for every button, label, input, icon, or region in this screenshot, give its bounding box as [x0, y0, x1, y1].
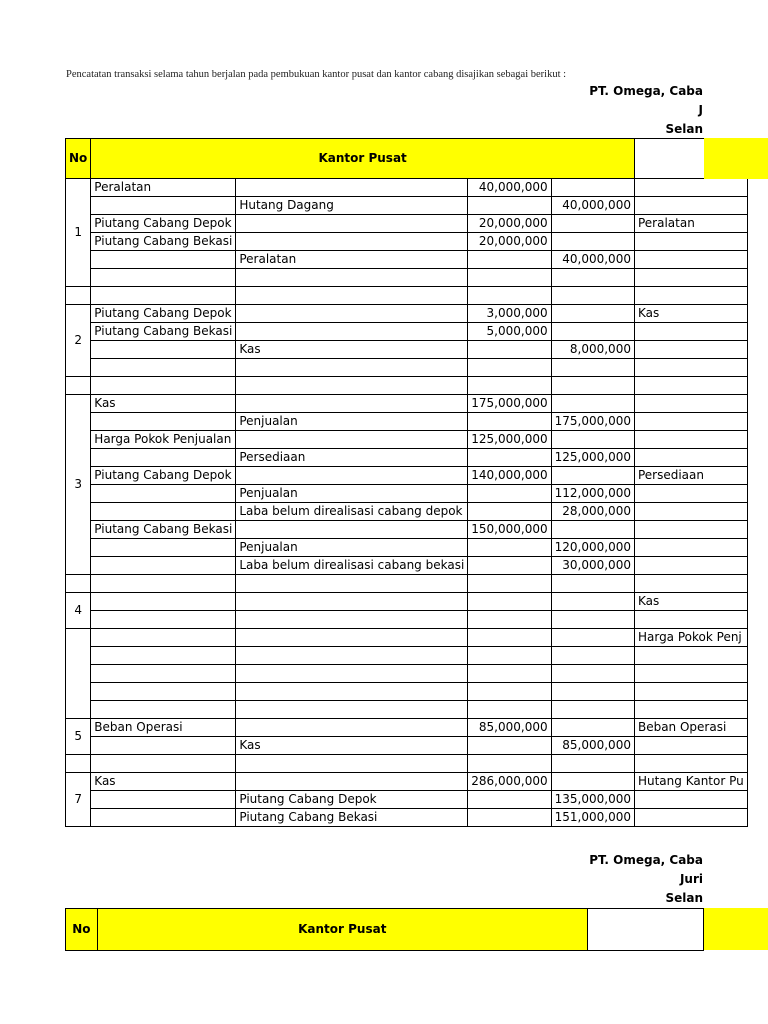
debit-amount-cell [468, 665, 551, 683]
debit-account-cell-text: Kas [94, 396, 116, 410]
credit-account-cell [236, 809, 468, 827]
journal-row [66, 449, 748, 467]
debit-account-cell [91, 431, 236, 449]
credit-account-cell [236, 467, 468, 485]
credit-amount-cell-text: 112,000,000 [554, 486, 631, 500]
debit-account-cell [91, 467, 236, 485]
debit-account-cell [91, 251, 236, 269]
credit-amount-cell [551, 809, 634, 827]
debit-amount-cell [468, 755, 551, 773]
entry-number: 7 [66, 773, 91, 827]
journal-table [65, 138, 748, 827]
credit-amount-cell [551, 395, 634, 413]
credit-account-cell [236, 539, 468, 557]
debit-amount-cell-text: 20,000,000 [478, 234, 548, 248]
debit-account-cell-text: Beban Operasi [94, 720, 183, 734]
credit-account-cell [236, 413, 468, 431]
credit-account-cell [236, 485, 468, 503]
credit-amount-cell [551, 701, 634, 719]
credit-account-cell [236, 629, 468, 647]
debit-amount-cell [468, 359, 551, 377]
debit-account-cell [91, 629, 236, 647]
debit-account-cell [91, 791, 236, 809]
credit-amount-cell-text: 8,000,000 [569, 342, 631, 356]
credit-amount-cell [551, 341, 634, 359]
debit-account-cell [91, 503, 236, 521]
header-no: No [66, 139, 91, 179]
debit-account-cell [91, 179, 236, 197]
entry-number [66, 287, 91, 305]
branch-account-cell [634, 629, 747, 647]
branch-account-cell [634, 305, 747, 323]
debit-amount-cell [468, 647, 551, 665]
branch-account-cell [634, 449, 747, 467]
entry-number: 5 [66, 719, 91, 755]
journal-row [66, 503, 748, 521]
branch-account-cell-text: Beban Operasi [637, 720, 727, 734]
credit-amount-cell-text: 151,000,000 [554, 810, 631, 824]
entry-number: 4 [66, 593, 91, 629]
debit-account-cell-text: Piutang Cabang Depok [94, 306, 232, 320]
entry-number [66, 755, 91, 773]
credit-amount-cell [551, 611, 634, 629]
branch-account-cell [634, 773, 747, 791]
journal-row [66, 179, 748, 197]
period-title: Selan [665, 122, 703, 136]
entry-number [66, 629, 91, 719]
branch-account-cell [634, 755, 747, 773]
credit-amount-cell [551, 719, 634, 737]
debit-amount-cell [468, 737, 551, 755]
credit-amount-cell-text: 28,000,000 [562, 504, 631, 518]
branch-account-cell [634, 287, 747, 305]
entry-number [66, 377, 91, 395]
credit-amount-cell-text: 125,000,000 [554, 450, 631, 464]
credit-account-cell [236, 683, 468, 701]
branch-account-cell [634, 521, 747, 539]
entry-number: 3 [66, 395, 91, 575]
debit-amount-cell [468, 701, 551, 719]
branch-account-cell [634, 719, 747, 737]
credit-amount-cell [551, 233, 634, 251]
journal-row [66, 809, 748, 827]
credit-amount-cell [551, 251, 634, 269]
credit-amount-cell [551, 287, 634, 305]
debit-account-cell-text: Piutang Cabang Bekasi [94, 234, 233, 248]
credit-account-cell-text: Penjualan [239, 540, 298, 554]
journal-row [66, 629, 748, 647]
branch-account-cell [634, 665, 747, 683]
company-title: PT. Omega, Caba [589, 84, 703, 98]
debit-amount-cell [468, 539, 551, 557]
debit-amount-cell-text: 20,000,000 [478, 216, 548, 230]
journal-row [66, 395, 748, 413]
journal-row [66, 305, 748, 323]
credit-amount-cell-text: 40,000,000 [562, 252, 631, 266]
debit-amount-cell [468, 485, 551, 503]
journal-row [66, 611, 748, 629]
credit-account-cell-text: Laba belum direalisasi cabang bekasi [239, 558, 465, 572]
credit-amount-cell [551, 215, 634, 233]
credit-account-cell-text: Hutang Dagang [239, 198, 334, 212]
branch-account-cell [634, 575, 747, 593]
journal-table-2 [65, 908, 704, 951]
debit-account-cell [91, 377, 236, 395]
journal-title: J [698, 103, 703, 117]
branch-header-highlight [704, 138, 768, 179]
credit-amount-cell [551, 647, 634, 665]
branch-account-cell [634, 197, 747, 215]
debit-account-cell-text: Kas [94, 774, 116, 788]
debit-amount-cell [468, 323, 551, 341]
debit-amount-cell [468, 791, 551, 809]
debit-amount-cell [468, 197, 551, 215]
credit-amount-cell [551, 431, 634, 449]
credit-account-cell [236, 521, 468, 539]
entry-number: 1 [66, 179, 91, 287]
debit-amount-cell [468, 287, 551, 305]
branch-account-cell [634, 431, 747, 449]
branch-account-cell [634, 251, 747, 269]
credit-account-cell-text: Kas [239, 738, 261, 752]
credit-account-cell [236, 197, 468, 215]
debit-amount-cell [468, 377, 551, 395]
debit-amount-cell-text: 40,000,000 [478, 180, 548, 194]
debit-amount-cell [468, 467, 551, 485]
branch-account-cell [634, 791, 747, 809]
credit-amount-cell [551, 791, 634, 809]
credit-account-cell [236, 395, 468, 413]
journal-row [66, 665, 748, 683]
branch-account-cell [634, 557, 747, 575]
journal-row [66, 773, 748, 791]
journal-row [66, 791, 748, 809]
credit-account-cell [236, 737, 468, 755]
debit-account-cell [91, 665, 236, 683]
credit-amount-cell [551, 737, 634, 755]
credit-amount-cell [551, 197, 634, 215]
credit-amount-cell-text: 175,000,000 [554, 414, 631, 428]
credit-account-cell [236, 179, 468, 197]
credit-account-cell [236, 665, 468, 683]
credit-amount-cell [551, 593, 634, 611]
journal-row [66, 575, 748, 593]
journal-row [66, 683, 748, 701]
journal-row [66, 485, 748, 503]
debit-account-cell [91, 449, 236, 467]
credit-account-cell [236, 431, 468, 449]
branch-account-cell [634, 413, 747, 431]
branch-account-cell [634, 233, 747, 251]
branch-account-cell [634, 467, 747, 485]
branch-account-cell [634, 737, 747, 755]
debit-amount-cell-text: 150,000,000 [471, 522, 548, 536]
journal-row [66, 323, 748, 341]
journal-row [66, 269, 748, 287]
branch-account-cell [634, 503, 747, 521]
debit-account-cell [91, 701, 236, 719]
credit-account-cell [236, 215, 468, 233]
debit-amount-cell [468, 395, 551, 413]
journal-row [66, 539, 748, 557]
credit-amount-cell [551, 557, 634, 575]
header-no-2: No [66, 909, 98, 951]
debit-account-cell [91, 323, 236, 341]
journal-row [66, 197, 748, 215]
branch-account-cell [634, 215, 747, 233]
credit-account-cell [236, 755, 468, 773]
debit-amount-cell [468, 179, 551, 197]
journal-row [66, 755, 748, 773]
branch-account-cell-text: Kas [637, 306, 660, 320]
journal-row [66, 467, 748, 485]
credit-amount-cell-text: 40,000,000 [562, 198, 631, 212]
debit-amount-cell [468, 593, 551, 611]
journal-row [66, 251, 748, 269]
branch-account-cell [634, 323, 747, 341]
debit-amount-cell [468, 521, 551, 539]
credit-amount-cell [551, 449, 634, 467]
journal-row [66, 413, 748, 431]
debit-amount-cell [468, 341, 551, 359]
credit-account-cell [236, 611, 468, 629]
branch-account-cell-text: Hutang Kantor Pu [637, 774, 744, 788]
credit-amount-cell-text: 85,000,000 [562, 738, 631, 752]
branch-account-cell-text: Persediaan [637, 468, 704, 482]
credit-account-cell [236, 575, 468, 593]
credit-amount-cell [551, 359, 634, 377]
credit-amount-cell [551, 755, 634, 773]
debit-amount-cell-text: 5,000,000 [486, 324, 548, 338]
debit-amount-cell [468, 629, 551, 647]
credit-account-cell [236, 323, 468, 341]
debit-account-cell [91, 737, 236, 755]
credit-account-cell [236, 233, 468, 251]
debit-amount-cell [468, 215, 551, 233]
branch-header-highlight-2 [704, 908, 768, 950]
credit-account-cell [236, 269, 468, 287]
credit-amount-cell [551, 683, 634, 701]
debit-account-cell [91, 197, 236, 215]
debit-amount-cell [468, 251, 551, 269]
credit-account-cell-text: Persediaan [239, 450, 306, 464]
debit-amount-cell [468, 233, 551, 251]
debit-account-cell [91, 341, 236, 359]
debit-account-cell [91, 647, 236, 665]
journal-row [66, 377, 748, 395]
branch-account-cell [634, 485, 747, 503]
entry-number: 2 [66, 305, 91, 377]
debit-account-cell [91, 575, 236, 593]
credit-account-cell-text: Piutang Cabang Depok [239, 792, 377, 806]
credit-amount-cell [551, 467, 634, 485]
debit-account-cell [91, 395, 236, 413]
debit-amount-cell [468, 503, 551, 521]
debit-amount-cell [468, 557, 551, 575]
debit-account-cell [91, 521, 236, 539]
credit-amount-cell [551, 305, 634, 323]
debit-account-cell [91, 539, 236, 557]
debit-account-cell-text: Peralatan [94, 180, 152, 194]
company-title-2: PT. Omega, Caba [589, 853, 703, 867]
branch-account-cell [634, 179, 747, 197]
journal-row [66, 647, 748, 665]
branch-account-cell-text: Harga Pokok Penj [637, 630, 742, 644]
debit-account-cell-text: Harga Pokok Penjualan [94, 432, 232, 446]
debit-account-cell [91, 809, 236, 827]
journal-row [66, 719, 748, 737]
credit-amount-cell [551, 575, 634, 593]
credit-amount-cell [551, 485, 634, 503]
credit-account-cell [236, 557, 468, 575]
branch-account-cell [634, 647, 747, 665]
credit-account-cell-text: Peralatan [239, 252, 297, 266]
credit-account-cell-text: Laba belum direalisasi cabang depok [239, 504, 463, 518]
credit-account-cell [236, 647, 468, 665]
debit-account-cell-text: Piutang Cabang Depok [94, 216, 232, 230]
debit-account-cell [91, 269, 236, 287]
debit-account-cell [91, 557, 236, 575]
credit-amount-cell [551, 773, 634, 791]
credit-account-cell [236, 377, 468, 395]
journal-row [66, 737, 748, 755]
debit-amount-cell-text: 125,000,000 [471, 432, 548, 446]
journal-row [66, 701, 748, 719]
debit-amount-cell-text: 3,000,000 [486, 306, 548, 320]
branch-account-cell-text: Peralatan [637, 216, 695, 230]
branch-account-cell [634, 377, 747, 395]
branch-account-cell [634, 539, 747, 557]
credit-amount-cell [551, 521, 634, 539]
debit-account-cell [91, 305, 236, 323]
debit-account-cell [91, 719, 236, 737]
credit-amount-cell-text: 30,000,000 [562, 558, 631, 572]
debit-amount-cell [468, 611, 551, 629]
credit-account-cell-text: Kas [239, 342, 261, 356]
journal-row [66, 341, 748, 359]
credit-amount-cell [551, 377, 634, 395]
branch-account-cell [634, 809, 747, 827]
debit-account-cell [91, 485, 236, 503]
credit-account-cell [236, 791, 468, 809]
credit-account-cell [236, 341, 468, 359]
credit-account-cell [236, 449, 468, 467]
intro-text: Pencatatan transaksi selama tahun berjalan pada pembukuan kantor pusat dan kantor cabang disajikan sebagai berikut : [66, 69, 567, 80]
header-branch-cell-2 [587, 909, 703, 951]
debit-account-cell [91, 413, 236, 431]
credit-amount-cell [551, 665, 634, 683]
debit-amount-cell [468, 305, 551, 323]
credit-account-cell [236, 719, 468, 737]
debit-account-cell-text: Piutang Cabang Depok [94, 468, 232, 482]
debit-account-cell [91, 359, 236, 377]
journal-title-2: Juri [679, 872, 703, 886]
debit-account-cell [91, 593, 236, 611]
journal-row [66, 359, 748, 377]
credit-amount-cell [551, 323, 634, 341]
credit-account-cell [236, 773, 468, 791]
journal-row [66, 431, 748, 449]
credit-account-cell-text: Piutang Cabang Bekasi [239, 810, 378, 824]
branch-account-cell [634, 593, 747, 611]
period-title-2: Selan [665, 891, 703, 905]
debit-amount-cell [468, 269, 551, 287]
debit-amount-cell [468, 809, 551, 827]
credit-amount-cell [551, 629, 634, 647]
branch-account-cell [634, 269, 747, 287]
debit-account-cell [91, 683, 236, 701]
credit-account-cell [236, 503, 468, 521]
debit-amount-cell [468, 719, 551, 737]
table-header-row-2 [66, 909, 704, 951]
credit-account-cell [236, 701, 468, 719]
credit-amount-cell [551, 503, 634, 521]
credit-amount-cell-text: 135,000,000 [554, 792, 631, 806]
debit-amount-cell-text: 175,000,000 [471, 396, 548, 410]
debit-amount-cell-text: 286,000,000 [471, 774, 548, 788]
journal-row [66, 287, 748, 305]
header-kantor-pusat-2: Kantor Pusat [97, 909, 587, 951]
journal-row [66, 521, 748, 539]
table-header-row [66, 139, 748, 179]
credit-account-cell [236, 359, 468, 377]
credit-account-cell [236, 251, 468, 269]
branch-account-cell [634, 395, 747, 413]
credit-amount-cell-text: 120,000,000 [554, 540, 631, 554]
debit-account-cell-text: Piutang Cabang Bekasi [94, 522, 233, 536]
credit-account-cell-text: Penjualan [239, 414, 298, 428]
credit-amount-cell [551, 179, 634, 197]
branch-account-cell-text: Kas [637, 594, 660, 608]
debit-account-cell [91, 773, 236, 791]
debit-account-cell [91, 611, 236, 629]
credit-account-cell-text: Penjualan [239, 486, 298, 500]
debit-amount-cell [468, 773, 551, 791]
debit-amount-cell [468, 575, 551, 593]
debit-amount-cell [468, 431, 551, 449]
branch-account-cell [634, 611, 747, 629]
debit-amount-cell [468, 413, 551, 431]
branch-account-cell [634, 341, 747, 359]
debit-account-cell [91, 755, 236, 773]
credit-account-cell [236, 287, 468, 305]
debit-amount-cell [468, 449, 551, 467]
header-kantor-pusat: Kantor Pusat [91, 139, 635, 179]
debit-account-cell [91, 233, 236, 251]
branch-account-cell [634, 359, 747, 377]
journal-row [66, 233, 748, 251]
debit-account-cell [91, 215, 236, 233]
debit-amount-cell-text: 85,000,000 [478, 720, 548, 734]
debit-account-cell-text: Piutang Cabang Bekasi [94, 324, 233, 338]
journal-row [66, 215, 748, 233]
branch-account-cell [634, 701, 747, 719]
credit-amount-cell [551, 269, 634, 287]
journal-row [66, 593, 748, 611]
debit-amount-cell-text: 140,000,000 [471, 468, 548, 482]
debit-amount-cell [468, 683, 551, 701]
entry-number [66, 575, 91, 593]
credit-account-cell [236, 593, 468, 611]
credit-amount-cell [551, 413, 634, 431]
debit-account-cell [91, 287, 236, 305]
branch-account-cell [634, 683, 747, 701]
credit-amount-cell [551, 539, 634, 557]
credit-account-cell [236, 305, 468, 323]
journal-row [66, 557, 748, 575]
